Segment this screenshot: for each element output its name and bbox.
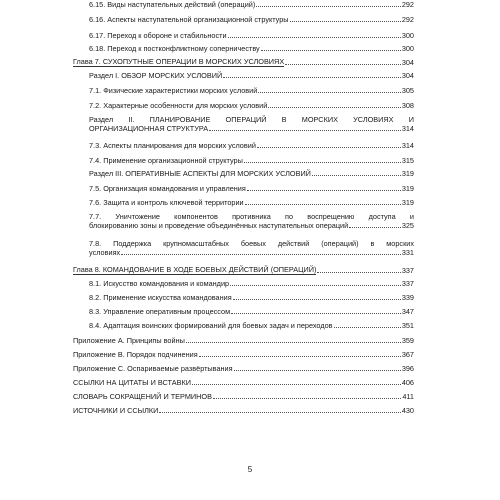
- toc-entry-label: Раздел I. ОБЗОР МОРСКИХ УСЛОВИЙ: [89, 71, 223, 80]
- toc-entry-page: 319: [401, 198, 414, 207]
- toc-entry-8-1[interactable]: [89, 279, 414, 288]
- dot-leader: [317, 272, 400, 273]
- toc-entry-8-3[interactable]: [89, 307, 414, 316]
- dot-leader: [285, 64, 401, 65]
- toc-entry-label-line1: 7.7. Уничтожение компонентов противника по воспрещению доступа и: [89, 212, 414, 221]
- toc-entry-label: 8.4. Адаптация воинских формирований для боевых задач и переходов: [89, 321, 333, 330]
- toc-entry-7-3[interactable]: [89, 141, 414, 150]
- toc-entry-7-2[interactable]: [89, 101, 414, 110]
- toc-entry-label: 7.5. Организация командования и управления: [89, 184, 246, 193]
- dot-leader: [233, 299, 401, 300]
- toc-entry-label: 6.15. Виды наступательных действий (операций): [89, 0, 256, 9]
- toc-entry-line2: [89, 221, 414, 230]
- toc-entry-6-15[interactable]: [89, 0, 414, 9]
- dot-leader: [230, 285, 401, 286]
- toc-entry-7-7[interactable]: [89, 212, 414, 230]
- toc-entry-page: 300: [401, 44, 414, 53]
- dot-leader: [209, 130, 401, 131]
- toc-entry-label: 6.18. Переход к постконфликтному соперничеству: [89, 44, 260, 53]
- toc-entry-page: 308: [401, 101, 414, 110]
- toc-entry-7-5[interactable]: [89, 184, 414, 193]
- dot-leader: [223, 77, 401, 78]
- toc-entry-label-line1: Раздел II. ПЛАНИРОВАНИЕ ОПЕРАЦИЙ В МОРСКИХ УСЛОВИЯХ И: [89, 115, 414, 124]
- dot-leader: [159, 412, 400, 413]
- toc-entry-page: 300: [401, 31, 414, 40]
- toc-entry-label-line1: 7.8. Поддержка крупномасштабных боевых действий (операций) в морских: [89, 239, 414, 248]
- toc-entry-label: Глава 7. СУХОПУТНЫЕ ОПЕРАЦИИ В МОРСКИХ УСЛОВИЯХ: [73, 57, 285, 66]
- dot-leader: [261, 50, 401, 51]
- toc-entry-page: 315: [401, 156, 414, 165]
- dot-leader: [121, 254, 401, 255]
- toc-entry-page: 337: [401, 266, 414, 275]
- toc-entry-label: Приложение В. Порядок подчинения: [73, 350, 198, 359]
- dot-leader: [186, 342, 401, 343]
- toc-entry-page: 396: [401, 364, 414, 373]
- toc-entry-6-16[interactable]: [89, 15, 414, 24]
- dot-leader: [231, 313, 401, 314]
- toc-entry-glossary[interactable]: [73, 392, 414, 401]
- toc-entry-page: 325: [401, 221, 414, 230]
- toc-entry-page: 411: [402, 392, 414, 401]
- toc-entry-page: 319: [401, 169, 414, 178]
- toc-entry-label: Приложение А. Принципы войны: [73, 336, 185, 345]
- toc-entry-label: 8.2. Применение искусства командования: [89, 293, 232, 302]
- dot-leader: [199, 356, 401, 357]
- toc-entry-page: 331: [401, 248, 414, 257]
- toc-entry-label: Глава 8. КОМАНДОВАНИЕ В ХОДЕ БОЕВЫХ ДЕЙСТВИЙ (ОПЕРАЦИЙ): [73, 265, 317, 274]
- dot-leader: [268, 107, 400, 108]
- dot-leader: [234, 370, 401, 371]
- toc-entry-label: 8.3. Управление оперативным процессом: [89, 307, 231, 316]
- toc-entry-6-18[interactable]: [89, 44, 414, 53]
- toc-entry-page: 339: [401, 293, 414, 302]
- toc-entry-page: 351: [401, 321, 414, 330]
- toc-entry-label-line2: условиях: [89, 248, 121, 257]
- toc-entry-label: 7.3. Аспекты планирования для морских условий: [89, 141, 256, 150]
- toc-entry-page: 319: [401, 184, 414, 193]
- toc-entry-section-3[interactable]: [89, 169, 414, 178]
- dot-leader: [247, 190, 401, 191]
- dot-leader: [334, 327, 401, 328]
- toc-entry-page: 292: [401, 0, 414, 9]
- toc-entry-line2: [89, 248, 414, 257]
- toc-entry-page: 304: [401, 58, 414, 67]
- toc-entry-label: СЛОВАРЬ СОКРАЩЕНИЙ И ТЕРМИНОВ: [73, 392, 212, 401]
- toc-entry-page: 347: [401, 307, 414, 316]
- page-number: 5: [247, 465, 253, 474]
- toc-entry-label: 7.6. Защита и контроль ключевой территории: [89, 198, 244, 207]
- toc-entry-7-1[interactable]: [89, 86, 414, 95]
- toc-entry-8-4[interactable]: [89, 321, 414, 330]
- toc-entry-page: 304: [401, 71, 414, 80]
- dot-leader: [228, 37, 401, 38]
- dot-leader: [192, 384, 401, 385]
- toc-entry-label: Приложение С. Оспариваемые развёртывания: [73, 364, 233, 373]
- toc-entry-appendix-b[interactable]: [73, 350, 414, 359]
- toc-entry-chapter-7[interactable]: [73, 57, 414, 67]
- toc-entry-section-2[interactable]: [89, 115, 414, 133]
- toc-entry-label: 6.16. Аспекты наступательной организационной структуры: [89, 15, 289, 24]
- toc-entry-label: ССЫЛКИ НА ЦИТАТЫ И ВСТАВКИ: [73, 378, 191, 387]
- toc-entry-appendix-c[interactable]: [73, 364, 414, 373]
- toc-entry-section-1[interactable]: [89, 71, 414, 80]
- dot-leader: [213, 398, 401, 399]
- dot-leader: [312, 175, 401, 176]
- toc-entry-label: 7.1. Физические характеристики морских условий: [89, 86, 258, 95]
- toc-entry-label: 8.1. Искусство командования и командир: [89, 279, 230, 288]
- dot-leader: [349, 227, 401, 228]
- dot-leader: [257, 147, 401, 148]
- dot-leader: [290, 21, 401, 22]
- dot-leader: [244, 162, 401, 163]
- toc-entry-6-17[interactable]: [89, 31, 414, 40]
- toc-entry-page: 314: [401, 141, 414, 150]
- toc-entry-label: Раздел III. ОПЕРАТИВНЫЕ АСПЕКТЫ ДЛЯ МОРСКИХ УСЛОВИЙ: [89, 169, 311, 178]
- dot-leader: [258, 92, 401, 93]
- toc-entry-8-2[interactable]: [89, 293, 414, 302]
- toc-entry-page: 406: [401, 378, 414, 387]
- toc-entry-references[interactable]: [73, 406, 414, 415]
- toc-entry-page: 314: [401, 124, 414, 133]
- toc-entry-7-8[interactable]: [89, 239, 414, 257]
- toc-entry-label-line2: блокированию зоны и проведение объединённых наступательных операций: [89, 221, 349, 230]
- toc-entry-citations[interactable]: [73, 378, 414, 387]
- dot-leader: [245, 204, 401, 205]
- toc-entry-page: 337: [401, 279, 414, 288]
- toc-entry-7-6[interactable]: [89, 198, 414, 207]
- toc-entry-label: 7.4. Применение организационной структуры: [89, 156, 243, 165]
- dot-leader: [256, 6, 401, 7]
- toc-entry-label: ИСТОЧНИКИ И ССЫЛКИ: [73, 406, 159, 415]
- toc-entry-appendix-a[interactable]: [73, 336, 414, 345]
- toc-entry-7-4[interactable]: [89, 156, 414, 165]
- toc-entry-line2: [89, 124, 414, 133]
- toc-entry-page: 292: [401, 15, 414, 24]
- toc-entry-chapter-8[interactable]: [73, 265, 414, 275]
- toc-entry-page: 359: [401, 336, 414, 345]
- toc-entry-label: 6.17. Переход к обороне и стабильности: [89, 31, 227, 40]
- toc-entry-page: 430: [401, 406, 414, 415]
- toc-entry-page: 367: [401, 350, 414, 359]
- toc-entry-label: 7.2. Характерные особенности для морских условий: [89, 101, 268, 110]
- toc-entry-page: 305: [401, 86, 414, 95]
- toc-entry-label-line2: ОРГАНИЗАЦИОННАЯ СТРУКТУРА: [89, 124, 209, 133]
